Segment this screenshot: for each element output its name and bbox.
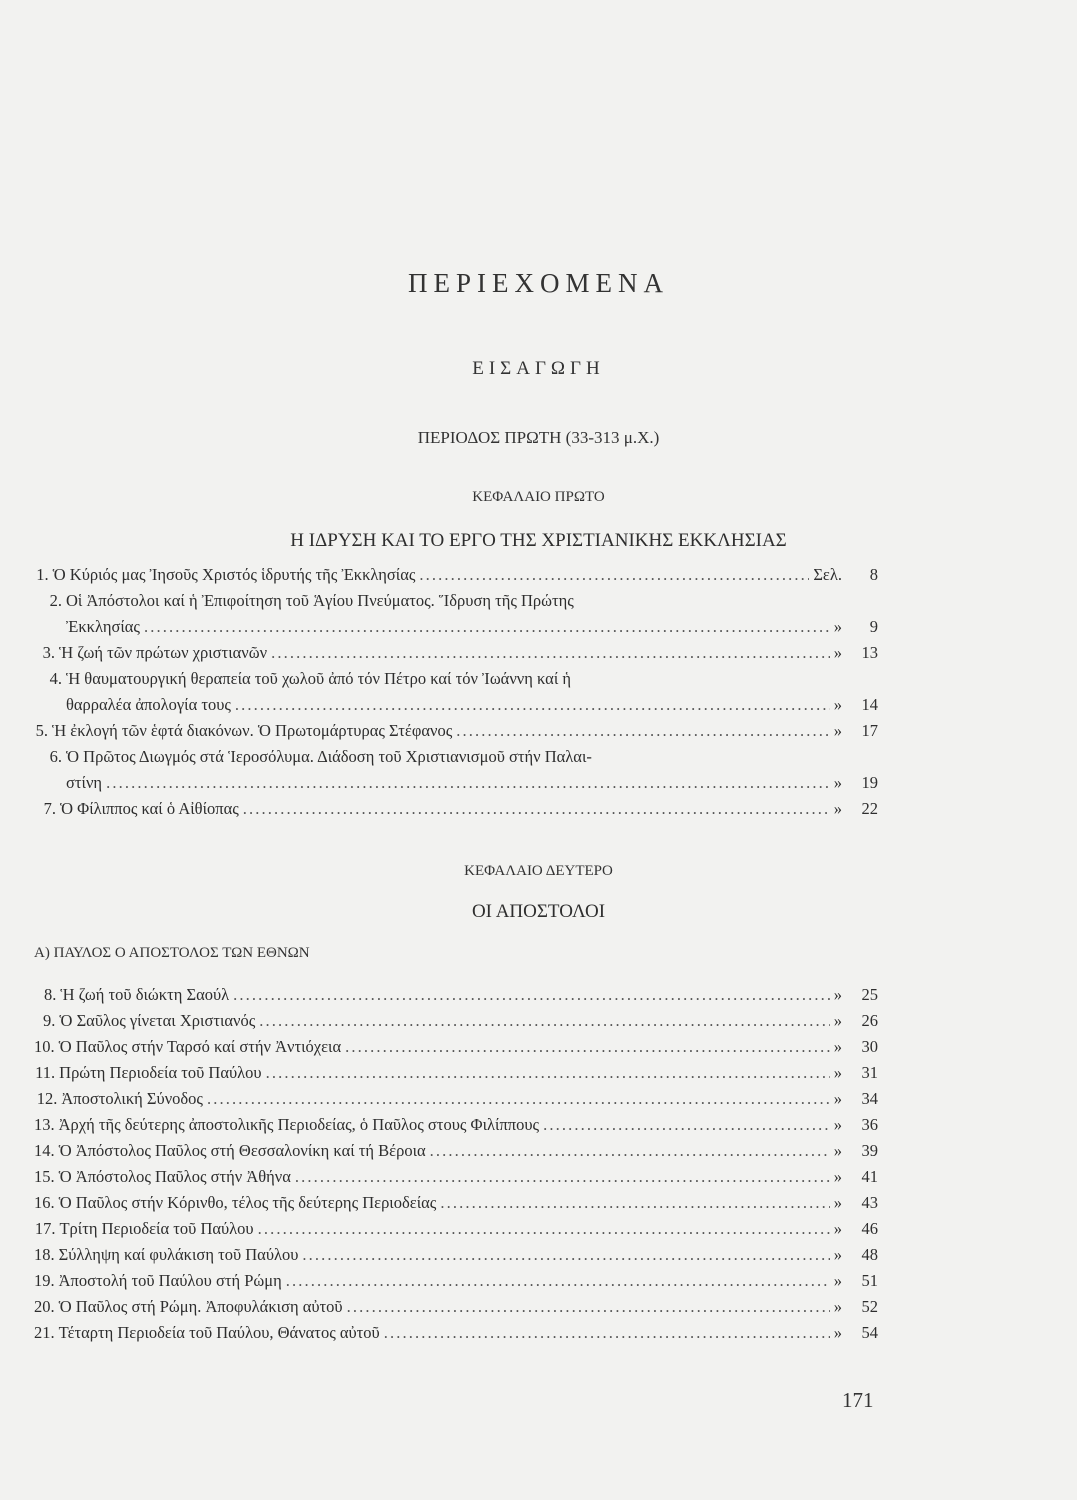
entry-title: Ἡ ζωή τῶν πρώτων χριστιανῶν <box>58 643 268 662</box>
dot-leader <box>144 614 830 640</box>
entry-number: 1. <box>36 565 49 584</box>
entry-page: 26 <box>861 1011 878 1030</box>
entry-number: 17. <box>34 1219 56 1238</box>
toc-entry-6-cont <box>34 770 878 796</box>
page-marker: » <box>833 985 842 1004</box>
dot-leader <box>235 692 830 718</box>
dot-leader <box>543 1112 830 1138</box>
dot-leader <box>440 1190 829 1216</box>
toc-entry-16 <box>34 1190 878 1216</box>
entry-title: Πρώτη Περιοδεία τοῦ Παύλου <box>59 1063 262 1082</box>
entry-title: Ἀρχή τῆς δεύτερης ἀποστολικῆς Περιοδείας, ὁ Παῦλος στους Φιλίππους <box>58 1115 540 1134</box>
entry-page: 48 <box>861 1245 878 1264</box>
entry-title: Ὁ Παῦλος στήν Ταρσό καί στήν Ἀντιόχεια <box>58 1037 342 1056</box>
toc-entry-6 <box>34 744 878 770</box>
entry-page: 52 <box>861 1297 878 1316</box>
chapter1-label: ΚΕΦΑΛΑΙΟ ΠΡΩΤΟ <box>472 489 605 505</box>
entry-number: 9. <box>43 1011 56 1030</box>
page-marker: » <box>833 1245 842 1264</box>
entry-page: 22 <box>861 799 878 818</box>
entry-page: 17 <box>861 721 878 740</box>
entry-title: Ὁ Ἀπόστολος Παῦλος στήν Ἀθήνα <box>58 1167 291 1186</box>
toc-entry-4-cont <box>34 692 878 718</box>
entry-page: 34 <box>861 1089 878 1108</box>
chapter2-toc <box>34 982 878 1346</box>
toc-entry-9 <box>34 1008 878 1034</box>
dot-leader <box>430 1138 830 1164</box>
dot-leader <box>302 1242 829 1268</box>
entry-number: 7. <box>43 799 56 818</box>
toc-entry-10 <box>34 1034 878 1060</box>
dot-leader <box>419 562 809 588</box>
entry-page: 30 <box>861 1037 878 1056</box>
toc-entry-5 <box>34 718 878 744</box>
toc-entry-12 <box>34 1086 878 1112</box>
entry-page: 8 <box>869 565 878 584</box>
chapter2-label: ΚΕΦΑΛΑΙΟ ΔΕΥΤΕΡΟ <box>464 863 613 879</box>
entry-title: Ἀποστολή τοῦ Παύλου στή Ρώμη <box>58 1271 282 1290</box>
entry-title: Ὁ Πρῶτος Διωγμός στά Ἱεροσόλυμα. Διάδοση τοῦ Χριστιανισμοῦ στήν Παλαι- <box>66 747 592 766</box>
entry-number: 20. <box>34 1297 55 1316</box>
toc-entry-21 <box>34 1320 878 1346</box>
entry-number: 6. <box>49 747 62 766</box>
page-marker: » <box>833 1323 842 1342</box>
toc-entry-3 <box>34 640 878 666</box>
entry-page: 39 <box>861 1141 878 1160</box>
page-number: 171 <box>842 1388 874 1412</box>
toc-entry-4 <box>34 666 878 692</box>
page-marker: » <box>833 695 842 714</box>
dot-leader <box>266 1060 830 1086</box>
entry-number: 12. <box>36 1089 58 1108</box>
entry-page: 9 <box>869 617 878 636</box>
entry-title: Ὁ Ἀπόστολος Παῦλος στή Θεσσαλονίκη καί τή Βέροια <box>58 1141 426 1160</box>
entry-page: 13 <box>861 643 878 662</box>
dot-leader <box>347 1294 830 1320</box>
entry-number: 2. <box>49 591 62 610</box>
entry-number: 14. <box>34 1141 55 1160</box>
page-marker: » <box>833 617 842 636</box>
entry-title: Οἱ Ἀπόστολοι καί ἡ Ἐπιφοίτηση τοῦ Ἁγίου Πνεύματος. Ἵδρυση τῆς Πρώτης <box>66 591 574 610</box>
toc-entry-17 <box>34 1216 878 1242</box>
entry-page: 31 <box>861 1063 878 1082</box>
dot-leader <box>345 1034 830 1060</box>
entry-page: 43 <box>861 1193 878 1212</box>
entry-number: 5. <box>35 721 48 740</box>
dot-leader <box>286 1268 830 1294</box>
entry-title: Ἀποστολική Σύνοδος <box>61 1089 203 1108</box>
main-title: ΠΕΡΙΕΧΟΜΕΝΑ <box>408 268 669 298</box>
entry-page: 51 <box>861 1271 878 1290</box>
dot-leader <box>233 982 830 1008</box>
dot-leader <box>271 640 830 666</box>
page-marker: » <box>833 799 842 818</box>
entry-title: Ἡ ζωή τοῦ διώκτη Σαούλ <box>60 985 230 1004</box>
toc-entry-2 <box>34 588 878 614</box>
toc-entry-19 <box>34 1268 878 1294</box>
entry-title: Ὁ Φίλιππος καί ὁ Αἰθίοπας <box>60 799 239 818</box>
page-marker: » <box>833 721 842 740</box>
dot-leader <box>456 718 829 744</box>
entry-number: 10. <box>34 1037 55 1056</box>
entry-title: Τρίτη Περιοδεία τοῦ Παύλου <box>59 1219 254 1238</box>
page-marker: » <box>833 1037 842 1056</box>
toc-entry-8 <box>34 982 878 1008</box>
entry-number: 11. <box>35 1063 56 1082</box>
page-marker: » <box>833 1219 842 1238</box>
entry-number: 13. <box>34 1115 55 1134</box>
period-title: ΠΕΡΙΟΔΟΣ ΠΡΩΤΗ (33-313 μ.Χ.) <box>417 428 660 447</box>
dot-leader <box>259 1008 829 1034</box>
page-marker: Σελ. <box>813 565 842 584</box>
entry-title: Ἡ θαυματουργική θεραπεία τοῦ χωλοῦ ἀπό τόν Πέτρο καί τόν Ἰωάννη καί ἡ <box>66 669 572 688</box>
chapter1-toc <box>34 562 878 822</box>
toc-entry-11 <box>34 1060 878 1086</box>
page-marker: » <box>833 1089 842 1108</box>
page-marker: » <box>833 1063 842 1082</box>
entry-title: Ὁ Παῦλος στήν Κόρινθο, τέλος τῆς δεύτερης Περιοδείας <box>58 1193 437 1212</box>
page-marker: » <box>833 1141 842 1160</box>
dot-leader <box>258 1216 830 1242</box>
toc-entry-7 <box>34 796 878 822</box>
toc-entry-20 <box>34 1294 878 1320</box>
chapter2-title: ΟΙ ΑΠΟΣΤΟΛΟΙ <box>471 901 606 922</box>
entry-number: 15. <box>34 1167 55 1186</box>
toc-entry-1 <box>34 562 878 588</box>
toc-entry-15 <box>34 1164 878 1190</box>
entry-title: Ὁ Παῦλος στή Ρώμη. Ἀποφυλάκιση αὐτοῦ <box>58 1297 343 1316</box>
entry-page: 36 <box>861 1115 878 1134</box>
entry-title: Ὁ Κύριός μας Ἰησοῦς Χριστός ἱδρυτής τῆς Ἐκκλησίας <box>52 565 416 584</box>
entry-title: Σύλληψη καί φυλάκιση τοῦ Παύλου <box>58 1245 299 1264</box>
toc-entry-2-cont <box>34 614 878 640</box>
entry-title-cont: Ἐκκλησίας <box>66 617 140 636</box>
entry-page: 41 <box>861 1167 878 1186</box>
entry-title: Τέταρτη Περιοδεία τοῦ Παύλου, Θάνατος αὐτοῦ <box>58 1323 380 1342</box>
toc-entry-13 <box>34 1112 878 1138</box>
page-marker: » <box>833 1193 842 1212</box>
entry-title: Ὁ Σαῦλος γίνεται Χριστιανός <box>59 1011 256 1030</box>
entry-page: 46 <box>861 1219 878 1238</box>
dot-leader <box>207 1086 830 1112</box>
dot-leader <box>106 770 830 796</box>
intro-title: ΕΙΣΑΓΩΓΗ <box>472 358 605 379</box>
dot-leader <box>243 796 830 822</box>
entry-number: 4. <box>49 669 62 688</box>
entry-title-cont: στίνη <box>66 773 103 792</box>
page-marker: » <box>833 1167 842 1186</box>
page-marker: » <box>833 1011 842 1030</box>
page-marker: » <box>833 1271 842 1290</box>
toc-entry-18 <box>34 1242 878 1268</box>
section-title: Α) ΠΑΥΛΟΣ Ο ΑΠΟΣΤΟΛΟΣ ΤΩΝ ΕΘΝΩΝ <box>34 945 310 961</box>
page-marker: » <box>833 1297 842 1316</box>
entry-page: 54 <box>861 1323 878 1342</box>
entry-title: Ἡ ἐκλογή τῶν ἑφτά διακόνων. Ὁ Πρωτομάρτυρας Στέφανος <box>52 721 453 740</box>
entry-page: 25 <box>861 985 878 1004</box>
entry-number: 18. <box>34 1245 55 1264</box>
entry-page: 14 <box>861 695 878 714</box>
page-marker: » <box>833 773 842 792</box>
entry-number: 19. <box>34 1271 55 1290</box>
toc-entry-14 <box>34 1138 878 1164</box>
entry-number: 3. <box>42 643 55 662</box>
entry-number: 21. <box>34 1323 55 1342</box>
entry-number: 16. <box>34 1193 55 1212</box>
entry-page: 19 <box>861 773 878 792</box>
page-marker: » <box>833 1115 842 1134</box>
chapter1-title: Η ΙΔΡΥΣΗ ΚΑΙ ΤΟ ΕΡΓΟ ΤΗΣ ΧΡΙΣΤΙΑΝΙΚΗΣ ΕΚΚΛΗΣΙΑΣ <box>290 530 787 551</box>
dot-leader <box>384 1320 830 1346</box>
entry-title-cont: θαρραλέα ἀπολογία τους <box>66 695 231 714</box>
dot-leader <box>295 1164 830 1190</box>
entry-number: 8. <box>43 985 57 1004</box>
page-marker: » <box>833 643 842 662</box>
